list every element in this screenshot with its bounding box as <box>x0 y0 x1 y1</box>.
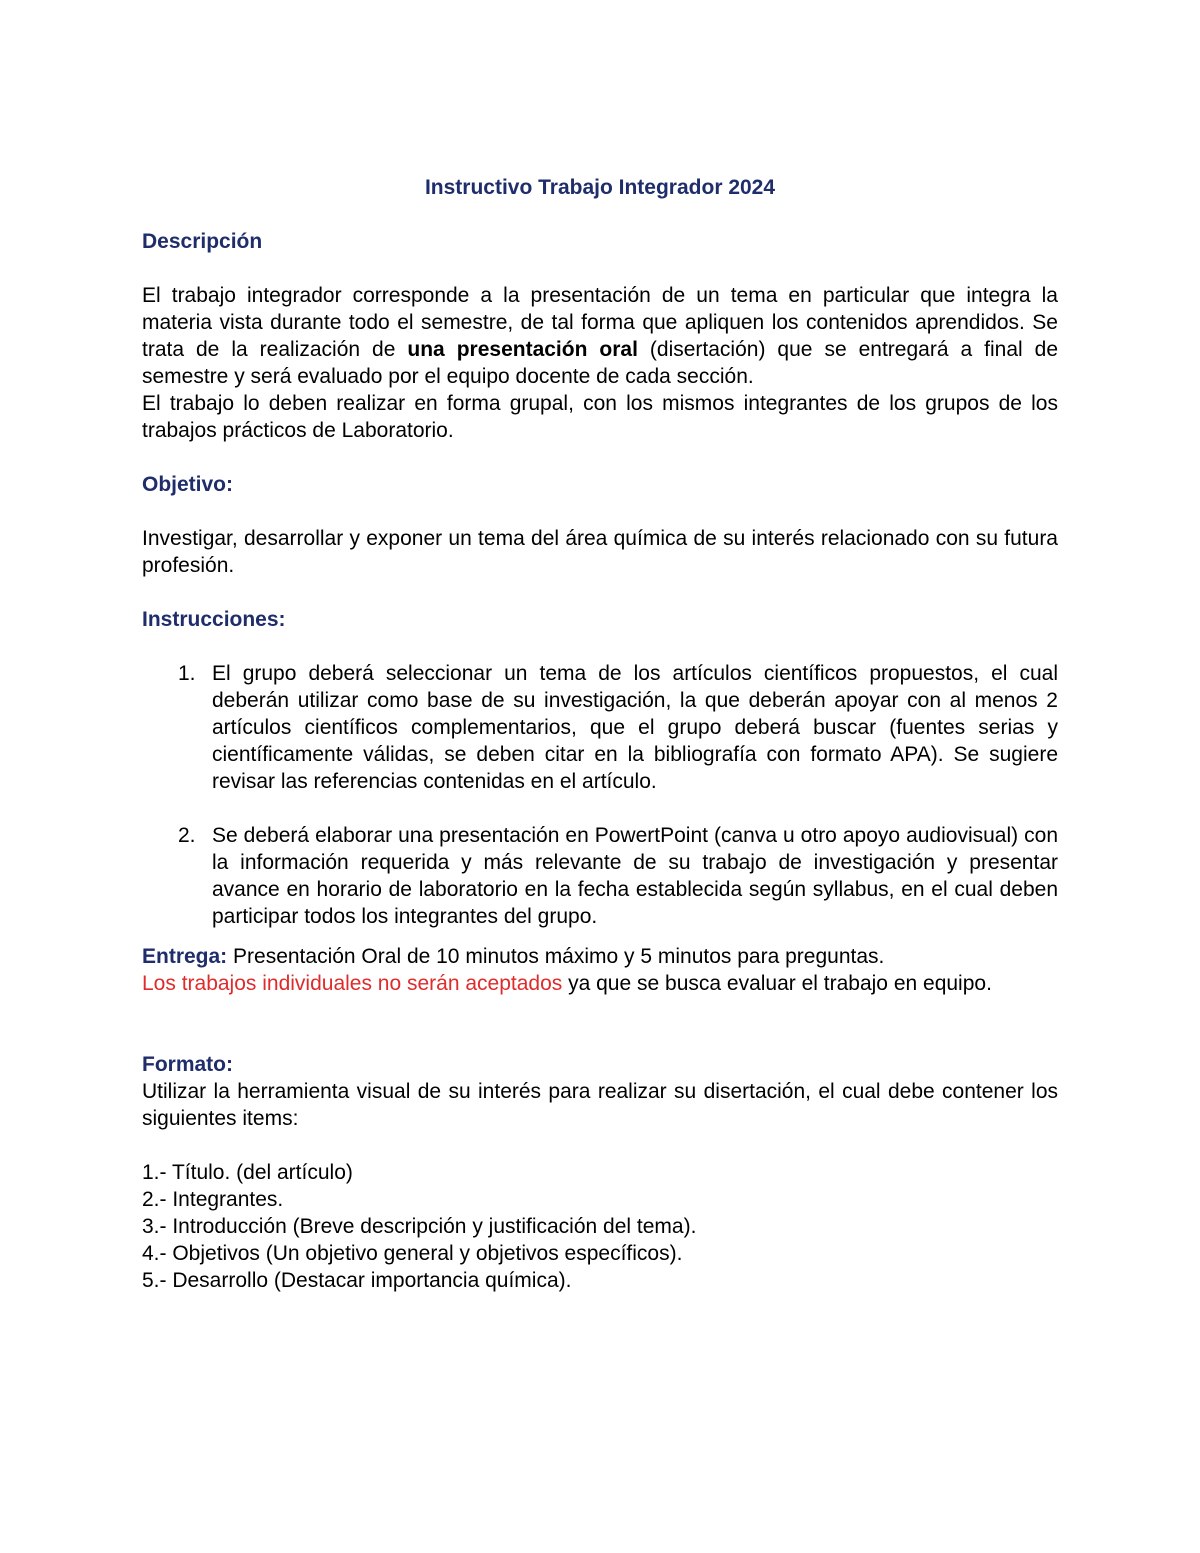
descripcion-text-b: (disertación) que se entregará a final de semestre y será evaluado por el equipo docente de cada sección. <box>142 338 1059 388</box>
instrucciones-heading: Instrucciones: <box>142 608 286 631</box>
formato-heading: Formato: <box>142 1053 233 1076</box>
descripcion-bold-text: una presentación oral <box>407 338 638 361</box>
descripcion-text-a: El trabajo integrador corresponde a la presentación de un tema en particular que integra la materia vista durante todo el semestre, de tal forma que apliquen los contenidos aprendidos. Se trata de la realización de <box>142 284 1058 361</box>
document-title: Instructivo Trabajo Integrador 2024 <box>424 176 776 199</box>
entrega-label: Entrega: <box>142 945 228 968</box>
list-item: 4.- Objetivos (Un objetivo general y objetivos específicos). <box>142 1242 683 1265</box>
list-item-text: Se deberá elaborar una presentación en PowertPoint (canva u otro apoyo audiovisual) con la información requerida y más relevante de su trabajo de investigación y presentar avance en horario de laboratorio en la fecha establecida según syllabus, en el cual deben participar todos los integrantes del grupo. <box>212 824 1058 928</box>
descripcion-paragraph-1 <box>142 282 1058 390</box>
document-content <box>142 174 1058 1294</box>
list-item: 5.- Desarrollo (Destacar importancia química). <box>142 1269 572 1292</box>
warning-rest-text: ya que se busca evaluar el trabajo en equipo. <box>562 972 992 995</box>
instrucciones-list <box>142 660 1058 930</box>
entrega-text: Presentación Oral de 10 minutos máximo y 5 minutos para preguntas. <box>227 945 885 968</box>
descripcion-paragraph-2: El trabajo lo deben realizar en forma grupal, con los mismos integrantes de los grupos de los trabajos prácticos de Laboratorio. <box>142 392 1058 442</box>
list-item: 1.- Título. (del artículo) <box>142 1161 353 1184</box>
list-item: 3.- Introducción (Breve descripción y justificación del tema). <box>142 1215 697 1238</box>
formato-list <box>142 1159 1058 1294</box>
entrega-warning <box>142 970 1058 997</box>
list-item <box>142 822 1058 930</box>
objetivo-heading: Objetivo: <box>142 473 234 496</box>
list-item-number: 2. <box>178 824 196 847</box>
warning-red-text: Los trabajos individuales no serán aceptados <box>142 972 563 995</box>
objetivo-text: Investigar, desarrollar y exponer un tema del área química de su interés relacionado con su futura profesión. <box>142 527 1058 577</box>
entrega-line <box>142 943 1058 970</box>
descripcion-heading: Descripción <box>142 230 263 253</box>
list-item <box>142 660 1058 795</box>
formato-intro: Utilizar la herramienta visual de su interés para realizar su disertación, el cual debe contener los siguientes items: <box>142 1080 1058 1130</box>
list-item-text: El grupo deberá seleccionar un tema de los artículos científicos propuestos, el cual deberán utilizar como base de su investigación, la que deberán apoyar con al menos 2 artículos científicos complementarios, que el grupo deberá buscar (fuentes serias y científicamente válidas, se deben citar en la bibliografía con formato APA). Se sugiere revisar las referencias contenidas en el artículo. <box>212 662 1058 793</box>
list-item: 2.- Integrantes. <box>142 1188 284 1211</box>
list-item-number: 1. <box>178 662 196 685</box>
